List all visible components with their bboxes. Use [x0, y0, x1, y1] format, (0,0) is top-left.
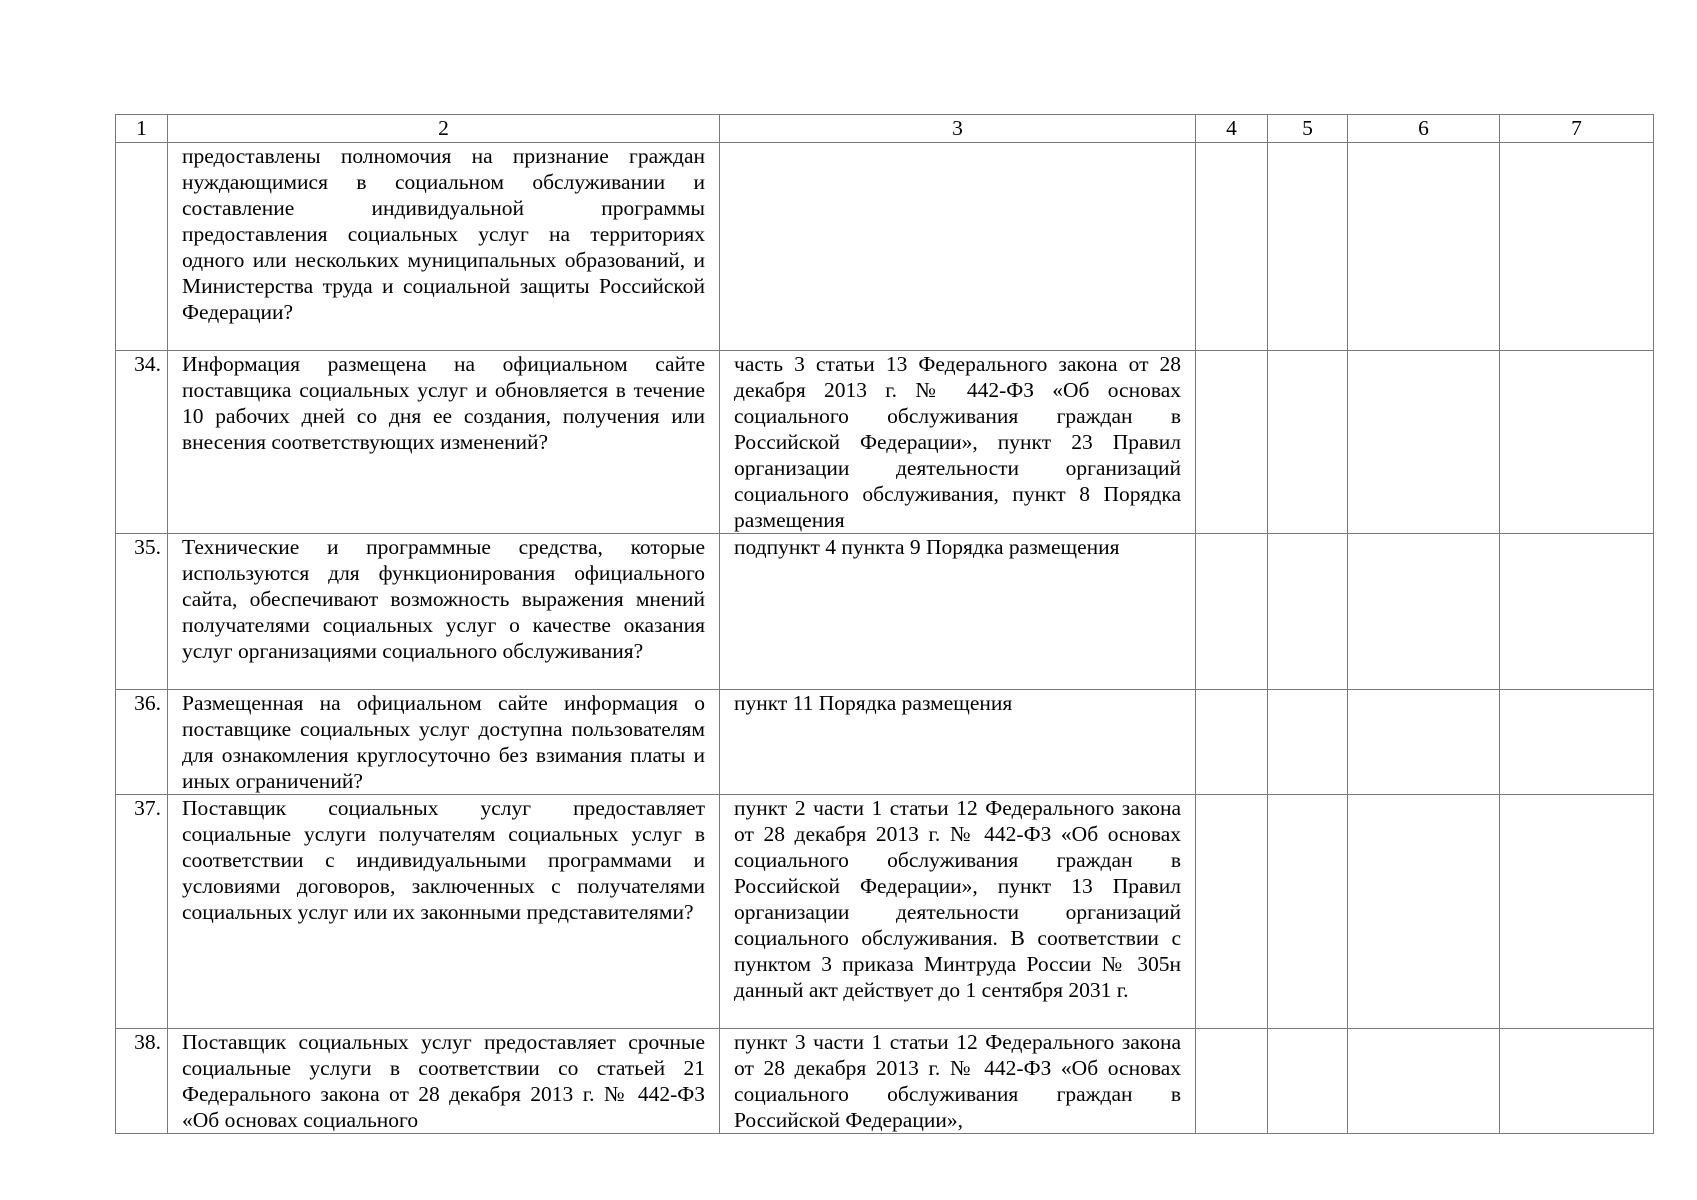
column-header-5: 5 [1268, 115, 1348, 143]
row-number: 35. [116, 534, 168, 690]
empty-cell [1196, 1029, 1268, 1134]
table-row [116, 795, 1654, 1029]
question-cell: Технические и программные средства, которые используются для функционирования официального сайта, обеспечивают возможность выражения мнений получателями социальных услуг о качестве оказания услуг организациями социального обслуживания? [168, 534, 720, 690]
legal-basis-cell [720, 143, 1196, 351]
row-number: 34. [116, 351, 168, 534]
empty-cell [1196, 795, 1268, 1029]
table-row [116, 690, 1654, 795]
row-number: 36. [116, 690, 168, 795]
table-row [116, 351, 1654, 534]
table-row [116, 143, 1654, 351]
empty-cell [1348, 143, 1500, 351]
question-cell: Поставщик социальных услуг предоставляет социальные услуги получателям социальных услуг в соответствии с индивидуальными программами и условиями договоров, заключенных с получателями социальных услуг или их законными представителями? [168, 795, 720, 1029]
empty-cell [1348, 534, 1500, 690]
legal-basis-cell: часть 3 статьи 13 Федерального закона от 28 декабря 2013 г. № 442-ФЗ «Об основах социального обслуживания граждан в Российской Федерации», пункт 23 Правил организации деятельности организаций социального обслуживания, пункт 8 Порядка размещения [720, 351, 1196, 534]
empty-cell [1500, 795, 1654, 1029]
empty-cell [1348, 351, 1500, 534]
column-header-6: 6 [1348, 115, 1500, 143]
empty-cell [1196, 690, 1268, 795]
empty-cell [1500, 143, 1654, 351]
empty-cell [1348, 1029, 1500, 1134]
column-header-3: 3 [720, 115, 1196, 143]
empty-cell [1196, 143, 1268, 351]
empty-cell [1268, 795, 1348, 1029]
checklist-table [115, 114, 1654, 1134]
empty-cell [1196, 351, 1268, 534]
column-header-4: 4 [1196, 115, 1268, 143]
row-number: 38. [116, 1029, 168, 1134]
empty-cell [1196, 534, 1268, 690]
empty-cell [1500, 690, 1654, 795]
empty-cell [1348, 690, 1500, 795]
question-cell: предоставлены полномочия на признание граждан нуждающимися в социальном обслуживании и составление индивидуальной программы предоставления социальных услуг на территориях одного или нескольких муниципальных образований, и Министерства труда и социальной защиты Российской Федерации? [168, 143, 720, 351]
row-number: 37. [116, 795, 168, 1029]
empty-cell [1268, 1029, 1348, 1134]
row-number [116, 143, 168, 351]
table-header-row [116, 115, 1654, 143]
column-header-2: 2 [168, 115, 720, 143]
empty-cell [1268, 143, 1348, 351]
legal-basis-cell: подпункт 4 пункта 9 Порядка размещения [720, 534, 1196, 690]
question-cell: Информация размещена на официальном сайте поставщика социальных услуг и обновляется в течение 10 рабочих дней со дня ее создания, получения или внесения соответствующих изменений? [168, 351, 720, 534]
column-header-1: 1 [116, 115, 168, 143]
legal-basis-cell: пункт 3 части 1 статьи 12 Федерального закона от 28 декабря 2013 г. № 442-ФЗ «Об основах социального обслуживания граждан в Российской Федерации», [720, 1029, 1196, 1134]
empty-cell [1500, 1029, 1654, 1134]
empty-cell [1500, 534, 1654, 690]
empty-cell [1348, 795, 1500, 1029]
empty-cell [1268, 534, 1348, 690]
legal-basis-cell: пункт 11 Порядка размещения [720, 690, 1196, 795]
question-cell: Размещенная на официальном сайте информация о поставщике социальных услуг доступна пользователям для ознакомления круглосуточно без взимания платы и иных ограничений? [168, 690, 720, 795]
column-header-7: 7 [1500, 115, 1654, 143]
empty-cell [1268, 351, 1348, 534]
empty-cell [1500, 351, 1654, 534]
legal-basis-cell: пункт 2 части 1 статьи 12 Федерального закона от 28 декабря 2013 г. № 442-ФЗ «Об основах социального обслуживания граждан в Российской Федерации», пункт 13 Правил организации деятельности организаций социального обслуживания. В соответствии с пунктом 3 приказа Минтруда России № 305н данный акт действует до 1 сентября 2031 г. [720, 795, 1196, 1029]
table-row [116, 1029, 1654, 1134]
question-cell: Поставщик социальных услуг предоставляет срочные социальные услуги в соответствии со статьей 21 Федерального закона от 28 декабря 2013 г. № 442-ФЗ «Об основах социального [168, 1029, 720, 1134]
empty-cell [1268, 690, 1348, 795]
table-row [116, 534, 1654, 690]
